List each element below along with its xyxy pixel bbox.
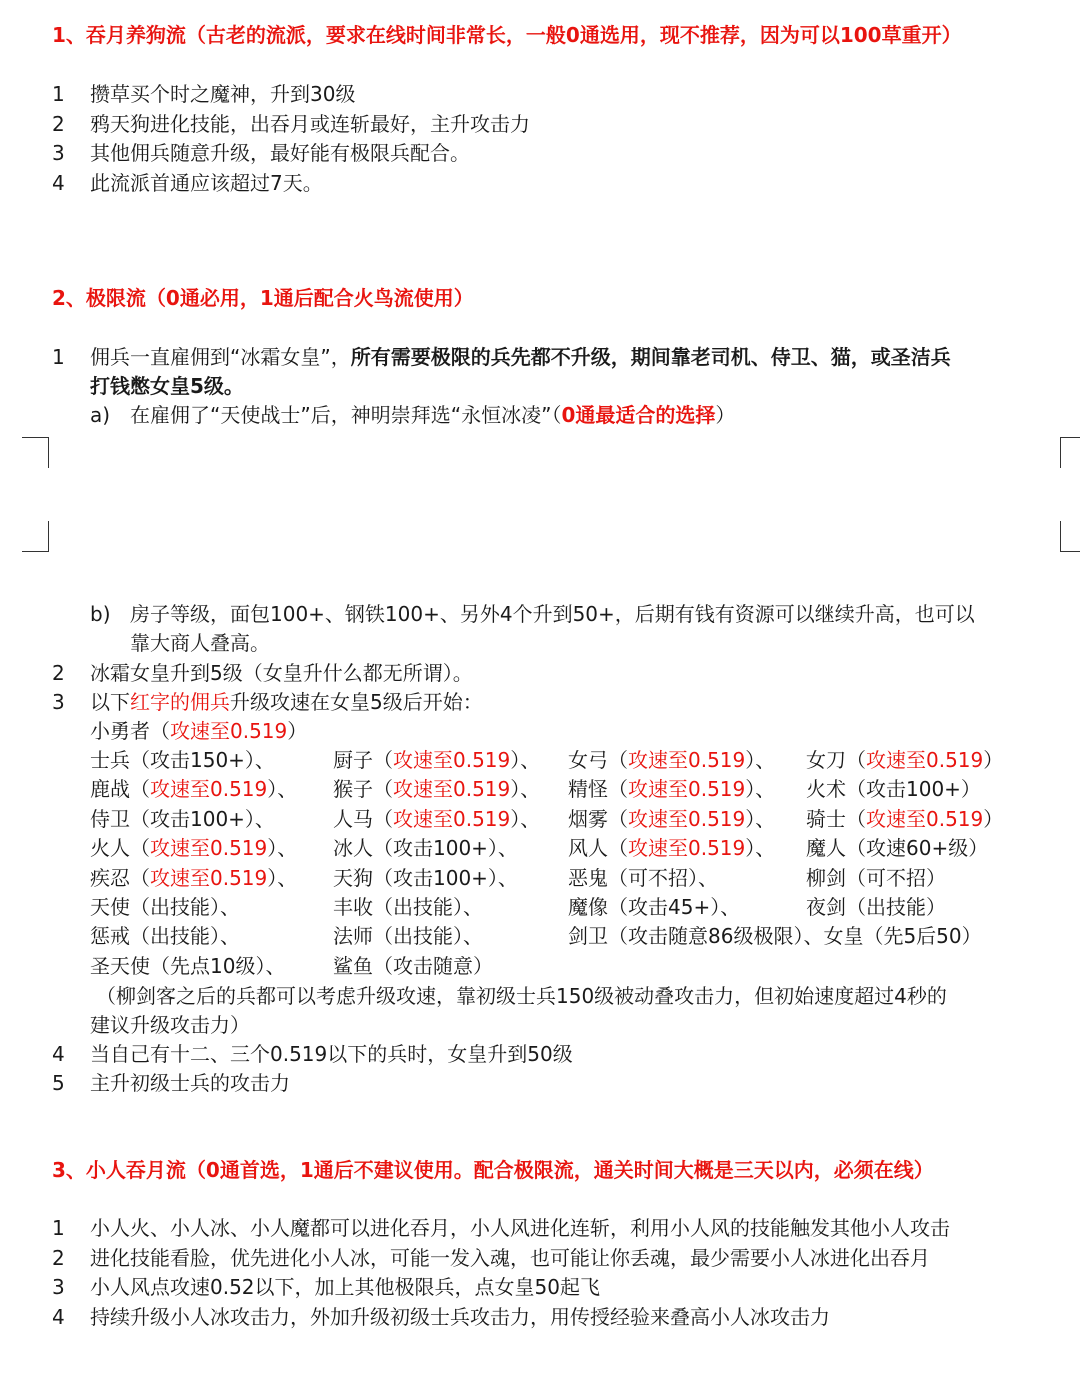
sub-item-b: 房子等级，面包100+、钢铁100+、另外4个升到50+，后期有钱有资源可以继续升高，也可以 — [130, 602, 975, 626]
merc-text: ）、 — [745, 748, 776, 772]
merc-text: ）、 — [267, 777, 298, 802]
sub-item-a — [130, 401, 735, 430]
mercenary-cell — [90, 864, 297, 893]
merc-text: ）、 — [267, 865, 298, 890]
list-number: 1 — [52, 1216, 65, 1240]
mercenary-cell — [806, 805, 1003, 834]
item-text-part: 以下 — [90, 690, 130, 714]
mercenary-cell — [90, 834, 297, 863]
merc-text: 火人（ — [90, 836, 150, 861]
list-number: 4 — [52, 170, 65, 195]
merc-text: ）、 — [745, 836, 776, 861]
list-number: 3 — [52, 1275, 65, 1299]
list-item-text: 持续升级小人冰攻击力，外加升级初级士兵攻击力，用传授经验来叠高小人冰攻击力 — [90, 1304, 830, 1329]
merc-text: 丰收（出技能）、 — [333, 895, 483, 919]
section-3-heading: 3、小人吞月流（0通首选，1通后不建议使用。配合极限流，通关时间大概是三天以内，必须在线） — [52, 1158, 934, 1182]
sub-item-text-end: ） — [715, 403, 736, 427]
mercenary-cell — [568, 893, 740, 922]
item-text-part: 升级攻速在女皇5级后开始： — [230, 690, 483, 714]
merc-text: 鲨鱼（攻击随意） — [333, 953, 493, 978]
mercenary-cell — [90, 775, 297, 804]
merc-red: 攻速至0.519 — [170, 719, 288, 743]
mercenary-cell — [568, 864, 718, 893]
merc-text: 魔人（攻速60+级） — [806, 836, 989, 861]
list-item-text-cont: 打钱憋女皇5级。 — [90, 374, 244, 398]
mercenary-cell — [333, 775, 540, 804]
mercenary-cell — [90, 893, 240, 922]
mercenary-cell — [333, 834, 518, 863]
merc-text: 烟雾（ — [568, 806, 628, 831]
merc-text: ）、 — [745, 777, 776, 802]
merc-text: 剑卫（攻击随意86级极限）、女皇（先5后50） — [568, 924, 982, 949]
list-number: 2 — [52, 1245, 65, 1270]
list-number: 4 — [52, 1304, 65, 1329]
merc-text: 风人（ — [568, 836, 628, 861]
merc-text: 火术（攻击100+） — [806, 777, 981, 802]
list-item-text: 主升初级士兵的攻击力 — [90, 1071, 290, 1095]
list-item-text: 鸦天狗进化技能，出吞月或连斩最好，主升攻击力 — [90, 111, 530, 136]
list-number: 4 — [52, 1042, 65, 1066]
merc-text: 士兵（攻击150+）、 — [90, 748, 275, 772]
merc-text: 恶鬼（可不招）、 — [568, 865, 718, 890]
mercenary-cell — [568, 834, 775, 863]
crop-mark-top-left — [22, 437, 49, 468]
note-line-2: 建议升级攻击力） — [90, 1013, 250, 1037]
mercenary-cell — [806, 893, 946, 922]
merc-red: 攻速至0.519 — [628, 836, 746, 861]
mercenary-cell — [90, 805, 275, 834]
merc-text: ）、 — [510, 748, 541, 772]
merc-text: 冰人（攻击100+）、 — [333, 836, 518, 861]
crop-mark-top-right — [1060, 437, 1080, 468]
merc-text: 法师（出技能）、 — [333, 924, 483, 949]
merc-text: 柳剑（可不招） — [806, 865, 946, 890]
list-number: 5 — [52, 1071, 65, 1095]
merc-text: 天使（出技能）、 — [90, 895, 240, 919]
merc-text: 圣天使（先点10级）、 — [90, 953, 286, 978]
mercenary-cell — [806, 834, 988, 863]
merc-text: 骑士（ — [806, 806, 866, 831]
merc-red: 攻速至0.519 — [866, 806, 984, 831]
list-number: 1 — [52, 345, 65, 369]
merc-text: 猴子（ — [333, 777, 393, 802]
crop-mark-bottom-right — [1060, 521, 1080, 552]
merc-text: 惩戒（出技能）、 — [90, 924, 240, 949]
mercenary-cell — [806, 775, 981, 804]
item-text-red: 红字的佣兵 — [130, 690, 230, 714]
mercenary-cell — [333, 893, 483, 922]
item-text-part: 佣兵一直雇佣到“冰霜女皇”， — [90, 345, 351, 369]
list-number: 3 — [52, 141, 65, 165]
merc-text: ）、 — [267, 836, 298, 861]
merc-text: 女刀（ — [806, 748, 866, 772]
mercenary-cell — [90, 922, 240, 951]
merc-red: 攻速至0.519 — [393, 806, 511, 831]
crop-mark-bottom-left — [22, 521, 49, 552]
sub-item-a-label: a) — [90, 403, 111, 427]
mercenary-cell — [333, 922, 483, 951]
merc-text: 疾忍（ — [90, 865, 150, 890]
list-number: 2 — [52, 661, 65, 685]
section-2-heading: 2、极限流（0通必用，1通后配合火鸟流使用） — [52, 286, 474, 310]
merc-text: 精怪（ — [568, 777, 628, 802]
merc-red: 攻速至0.519 — [150, 836, 268, 861]
merc-text: ） — [983, 806, 1004, 831]
mercenary-cell — [568, 746, 775, 775]
merc-text: 夜剑（出技能） — [806, 895, 946, 919]
list-item-text: 小人火、小人冰、小人魔都可以进化吞月，小人风进化连斩，利用小人风的技能触发其他小人攻击 — [90, 1216, 950, 1240]
mercenary-cell — [333, 746, 540, 775]
merc-text: ）、 — [510, 777, 541, 802]
sub-item-b-label: b) — [90, 602, 111, 626]
mercenary-cell — [90, 952, 285, 981]
mercenary-cell — [333, 805, 540, 834]
list-item-text: 此流派首通应该超过7天。 — [90, 170, 323, 195]
list-item-text: 其他佣兵随意升级，最好能有极限兵配合。 — [90, 141, 470, 165]
merc-red: 攻速至0.519 — [393, 777, 511, 802]
merc-text: 侍卫（攻击100+）、 — [90, 806, 275, 831]
mercenary-xiaoyong — [90, 717, 307, 746]
mercenary-cell — [568, 775, 775, 804]
merc-text: 魔像（攻击45+）、 — [568, 895, 741, 919]
merc-text: ） — [287, 719, 308, 743]
merc-red: 攻速至0.519 — [628, 777, 746, 802]
list-item-text — [90, 688, 483, 717]
section-1-heading: 1、吞月养狗流（古老的流派，要求在线时间非常长，一般0通选用，现不推荐，因为可以100草重开） — [52, 23, 962, 47]
merc-text: 人马（ — [333, 806, 393, 831]
merc-red: 攻速至0.519 — [628, 748, 746, 772]
sub-item-text: 在雇佣了“天使战士”后，神明崇拜选“永恒冰凌”（ — [130, 403, 562, 427]
merc-text: 天狗（攻击100+）、 — [333, 865, 518, 890]
mercenary-cell — [806, 864, 946, 893]
merc-red: 攻速至0.519 — [150, 777, 268, 802]
merc-text: 小勇者（ — [90, 719, 170, 743]
merc-text: 厨子（ — [333, 748, 393, 772]
mercenary-cell — [806, 746, 1003, 775]
sub-item-b-cont: 靠大商人叠高。 — [130, 631, 270, 655]
list-number: 2 — [52, 111, 65, 136]
merc-red: 攻速至0.519 — [393, 748, 511, 772]
sub-item-highlight: 0通最适合的选择 — [561, 403, 716, 427]
merc-red: 攻速至0.519 — [150, 865, 268, 890]
merc-text: 女弓（ — [568, 748, 628, 772]
mercenary-cell — [333, 952, 493, 981]
merc-red: 攻速至0.519 — [628, 806, 746, 831]
item-text-bold: 所有需要极限的兵先都不升级，期间靠老司机、侍卫、猫，或圣洁兵 — [350, 345, 951, 369]
list-item-text — [90, 343, 951, 372]
list-item-text: 冰霜女皇升到5级（女皇升什么都无所谓）。 — [90, 661, 473, 685]
merc-text: ） — [983, 748, 1004, 772]
mercenary-cell — [90, 746, 275, 775]
list-number: 3 — [52, 690, 65, 714]
merc-text: ）、 — [510, 806, 541, 831]
merc-text: 鹿战（ — [90, 777, 150, 802]
list-item-text: 进化技能看脸，优先进化小人冰，可能一发入魂，也可能让你丢魂，最少需要小人冰进化出吞月 — [90, 1245, 930, 1270]
list-item-text: 当自己有十二、三个0.519以下的兵时，女皇升到50级 — [90, 1042, 573, 1066]
merc-red: 攻速至0.519 — [866, 748, 984, 772]
mercenary-cell — [568, 805, 775, 834]
merc-text: ）、 — [745, 806, 776, 831]
list-item-text: 攒草买个时之魔神，升到30级 — [90, 82, 356, 106]
list-number: 1 — [52, 82, 65, 106]
mercenary-cell — [568, 922, 982, 951]
note-line-1: （柳剑客之后的兵都可以考虑升级攻速，靠初级士兵150级被动叠攻击力，但初始速度超过4秒的 — [96, 984, 947, 1008]
list-item-text: 小人风点攻速0.52以下，加上其他极限兵，点女皇50起飞 — [90, 1275, 600, 1299]
mercenary-cell — [333, 864, 518, 893]
